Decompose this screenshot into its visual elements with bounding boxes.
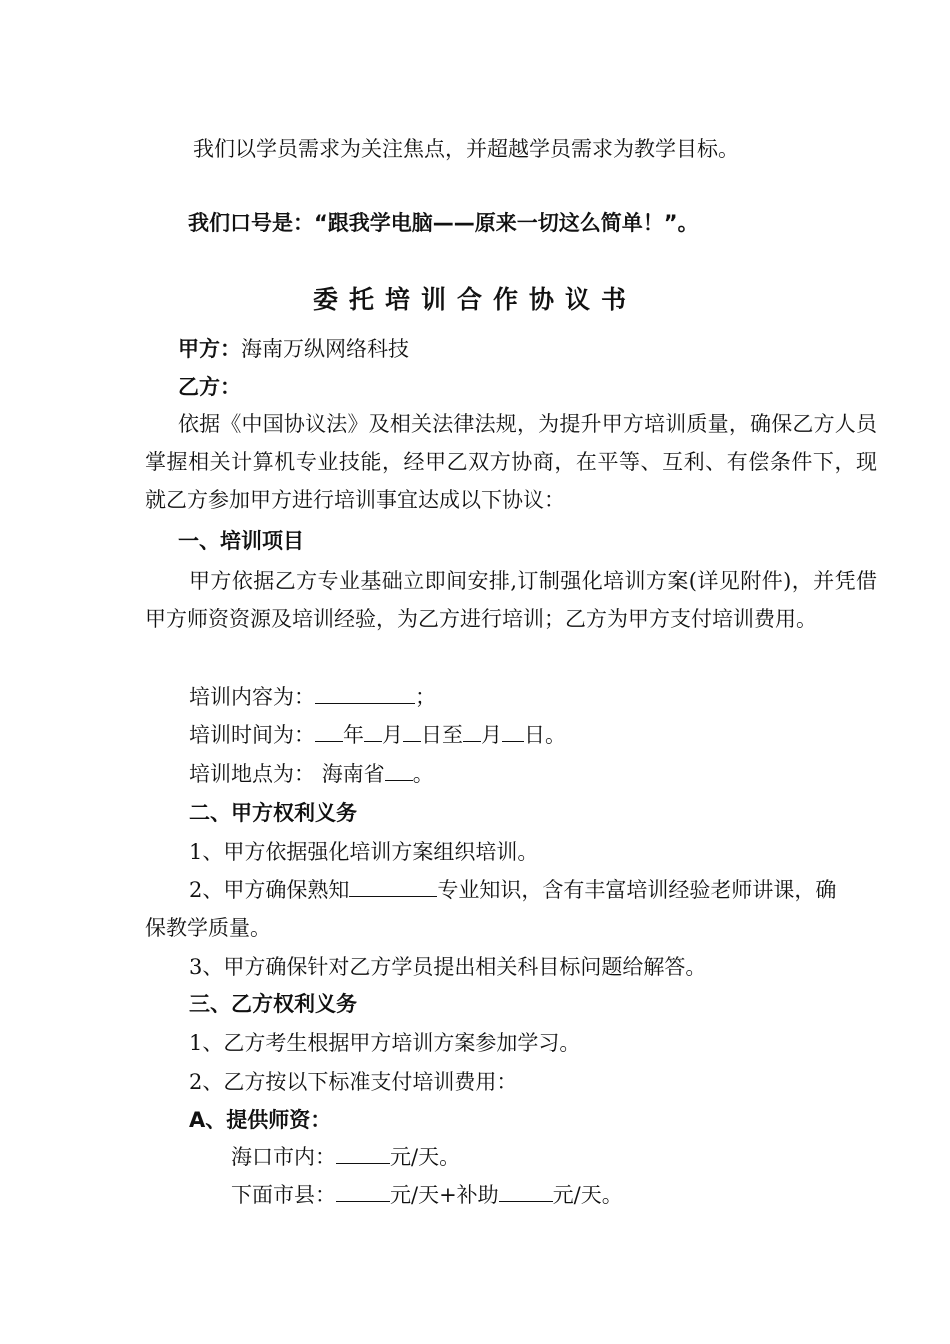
training-content	[189, 683, 436, 711]
haikou-unit: 元/天。	[390, 1145, 461, 1169]
section2-heading: 二、甲方权利义务	[189, 801, 357, 825]
day2-blank	[502, 721, 524, 742]
place-blank	[385, 760, 413, 781]
section1-body: 甲方依据乙方专业基础立即间安排,订制强化培训方案(详见附件)，并凭借甲方师资资源及培训经验，为乙方进行培训；乙方为甲方支付培训费用。	[145, 569, 877, 631]
intro-line: 我们以学员需求为关注焦点，并超越学员需求为教学目标。	[193, 137, 739, 161]
section2-item3: 3、甲方确保针对乙方学员提出相关科目标问题给解答。	[189, 955, 707, 979]
day-text: 日至	[421, 723, 463, 747]
training-place	[189, 760, 434, 788]
day2-text: 日。	[524, 723, 566, 747]
slogan: 我们口号是：“跟我学电脑——原来一切这么简单！”。	[188, 211, 699, 235]
document-title: 委托培训合作协议书	[312, 285, 637, 314]
haikou-blank	[336, 1143, 390, 1164]
county-fee	[231, 1181, 623, 1209]
section3-item2: 2、乙方按以下标准支付培训费用：	[189, 1070, 518, 1094]
county-subsidy-blank	[499, 1181, 553, 1202]
month-blank	[364, 721, 382, 742]
year-text: 年	[343, 723, 364, 747]
training-place-label: 培训地点为：	[189, 762, 315, 786]
preamble: 依据《中国协议法》及相关法律法规，为提升甲方培训质量，确保乙方人员掌握相关计算机专业技能，经甲乙双方协商，在平等、互利、有偿条件下，现就乙方参加甲方进行培训事宜达成以下协议：	[145, 412, 877, 512]
section2-item2-pre: 2、甲方确保熟知	[189, 878, 350, 902]
party-b-label: 乙方：	[178, 375, 241, 399]
party-a-value: 海南万纵网络科技	[241, 337, 409, 361]
section3-item1: 1、乙方考生根据甲方培训方案参加学习。	[189, 1031, 581, 1055]
day-blank	[403, 721, 421, 742]
training-content-end: ；	[415, 685, 436, 709]
training-time-label: 培训时间为：	[189, 723, 315, 747]
section2-item2	[189, 876, 836, 904]
month2-blank	[463, 721, 481, 742]
section2-item2-blank	[349, 876, 437, 897]
section2-item2-cont: 保教学质量。	[145, 916, 271, 940]
month2-text: 月	[481, 723, 502, 747]
party-a-label: 甲方：	[178, 337, 241, 361]
training-content-label: 培训内容为：	[189, 685, 315, 709]
county-label: 下面市县：	[231, 1183, 336, 1207]
county-unit2: 元/天。	[552, 1183, 623, 1207]
party-a	[178, 335, 409, 363]
county-blank	[336, 1181, 390, 1202]
section3-heading: 三、乙方权利义务	[189, 992, 357, 1016]
training-place-value: 海南省	[321, 762, 385, 786]
haikou-fee	[231, 1143, 460, 1171]
training-place-end: 。	[412, 762, 434, 786]
training-time	[189, 721, 566, 749]
month-text: 月	[382, 723, 403, 747]
haikou-label: 海口市内：	[231, 1145, 336, 1169]
section1-heading: 一、培训项目	[178, 529, 304, 553]
county-unit: 元/天+补助	[390, 1183, 499, 1207]
training-content-blank	[315, 683, 415, 704]
section2-item2-post: 专业知识，含有丰富培训经验老师讲课，确	[437, 878, 837, 902]
section2-item1: 1、甲方依据强化培训方案组织培训。	[189, 840, 539, 864]
section3-sub-a: A、提供师资：	[189, 1108, 332, 1132]
year-blank	[315, 721, 343, 742]
